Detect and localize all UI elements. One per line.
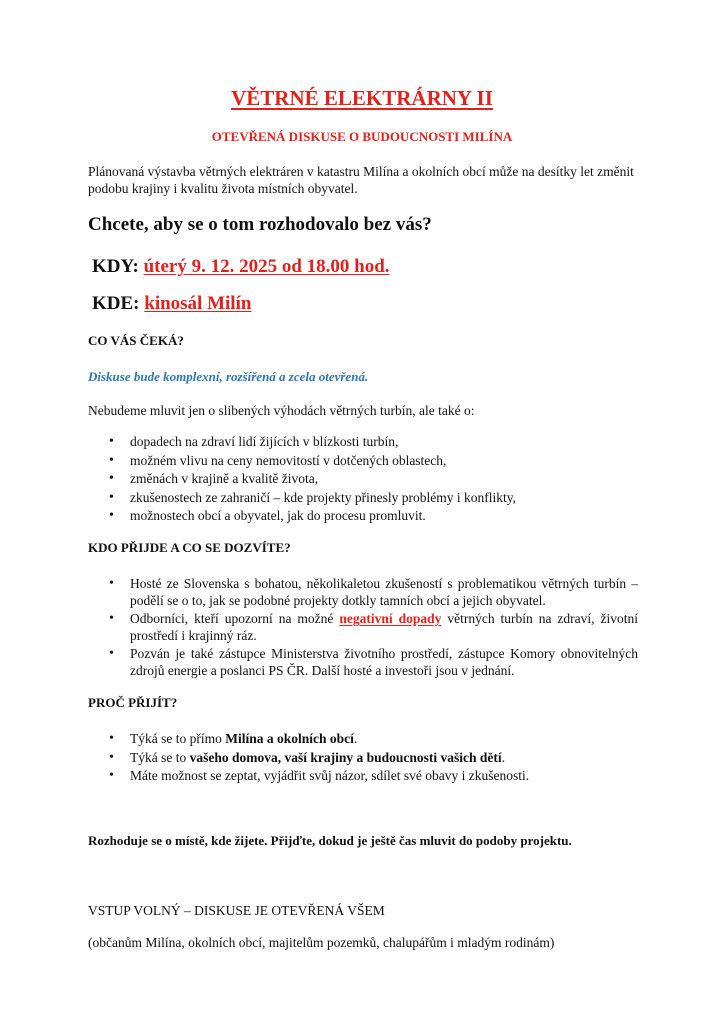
list-item [108, 749, 648, 768]
list-item: • Hosté ze Slovenska s bohatou, několikaletou zkušeností s problematikou větrných turbín – podělí se o to, jak se podobné projekty dotkly tamních obcí a jejich obyvatel. [108, 576, 638, 609]
list-item-bold: vašeho domova, vaší krajiny a budoucnosti vašich dětí [189, 749, 502, 765]
entry-notice: VSTUP VOLNÝ – DISKUSE JE OTEVŘENÁ VŠEM [88, 903, 385, 918]
list-item: • Pozván je také zástupce Ministerstva životního prostředí, zástupce Komory obnovitelných zdrojů energie a poslanci PS ČR. Další hosté a investoři jsou v jednání. [108, 646, 638, 679]
section1-lead: Nebudeme mluvit jen o slibených výhodách větrných turbín, ale také o: [88, 403, 475, 418]
topics-list [108, 433, 648, 526]
list-item-text: . [353, 731, 358, 746]
list-item-text: . [501, 749, 506, 765]
section-heading-what-awaits: CO VÁS ČEKÁ? [88, 333, 184, 348]
guests-list [108, 576, 638, 681]
list-item-bold: Milína a okolních obcí [225, 731, 354, 746]
document-title: VĚTRNÉ ELEKTRÁRNY II [231, 86, 493, 110]
list-item: • dopadech na zdraví lidí žijících v blízkosti turbín, [108, 433, 648, 452]
question-heading: Chcete, aby se o tom rozhodovalo bez vás? [88, 214, 432, 235]
document-subtitle: OTEVŘENÁ DISKUSE O BUDOUCNOSTI MILÍNA [211, 129, 513, 144]
reasons-list [108, 730, 648, 786]
list-item: • možném vlivu na ceny nemovitostí v dotčených oblastech, [108, 452, 648, 471]
list-item [108, 730, 648, 749]
intro-paragraph: Plánovaná výstavba větrných elektráren v katastru Milína a okolních obcí může na desítky let změnit podobu krajiny i kvalitu života místních obyvatel. [88, 164, 634, 196]
list-item: • Máte možnost se zeptat, vyjádřit svůj názor, sdílet své obavy i zkušenosti. [108, 767, 648, 786]
list-item: • možnostech obcí a obyvatel, jak do procesu promluvit. [108, 507, 648, 526]
closing-statement: Rozhoduje se o místě, kde žijete. Přijďte, dokud je ještě čas mluvit do podoby projektu. [88, 833, 572, 848]
where-value: kinosál Milín [144, 293, 252, 314]
list-item [108, 611, 638, 644]
negative-impacts-highlight: negativní dopady [339, 611, 442, 626]
list-item-text: Týká se to přímo [130, 731, 226, 746]
event-when [92, 256, 390, 278]
section-heading-why-come: PROČ PŘIJÍT? [88, 695, 178, 710]
list-item-text: Týká se to [130, 749, 190, 765]
section-heading-who-comes: KDO PŘIJDE A CO SE DOZVÍTE? [88, 540, 291, 555]
event-where [92, 293, 251, 315]
list-item-text: Odborníci, kteří upozorní na možné [130, 611, 340, 626]
where-label: KDE: [92, 293, 140, 314]
audience-note: (občanům Milína, okolních obcí, majitelům pozemků, chalupářům i mladým rodinám) [88, 935, 555, 950]
list-item: • změnách v krajině a kvalitě života, [108, 470, 648, 489]
list-item-text: větrných turbín na zdraví, životní prostředí i krajinný ráz. [130, 611, 638, 643]
when-value: úterý 9. 12. 2025 od 18.00 hod. [143, 256, 390, 277]
list-item: • zkušenostech ze zahraničí – kde projekty přinesly problémy i konflikty, [108, 489, 648, 508]
section1-lead-blue: Diskuse bude komplexní, rozšířená a zcela otevřená. [88, 369, 369, 384]
when-label: KDY: [92, 256, 139, 277]
